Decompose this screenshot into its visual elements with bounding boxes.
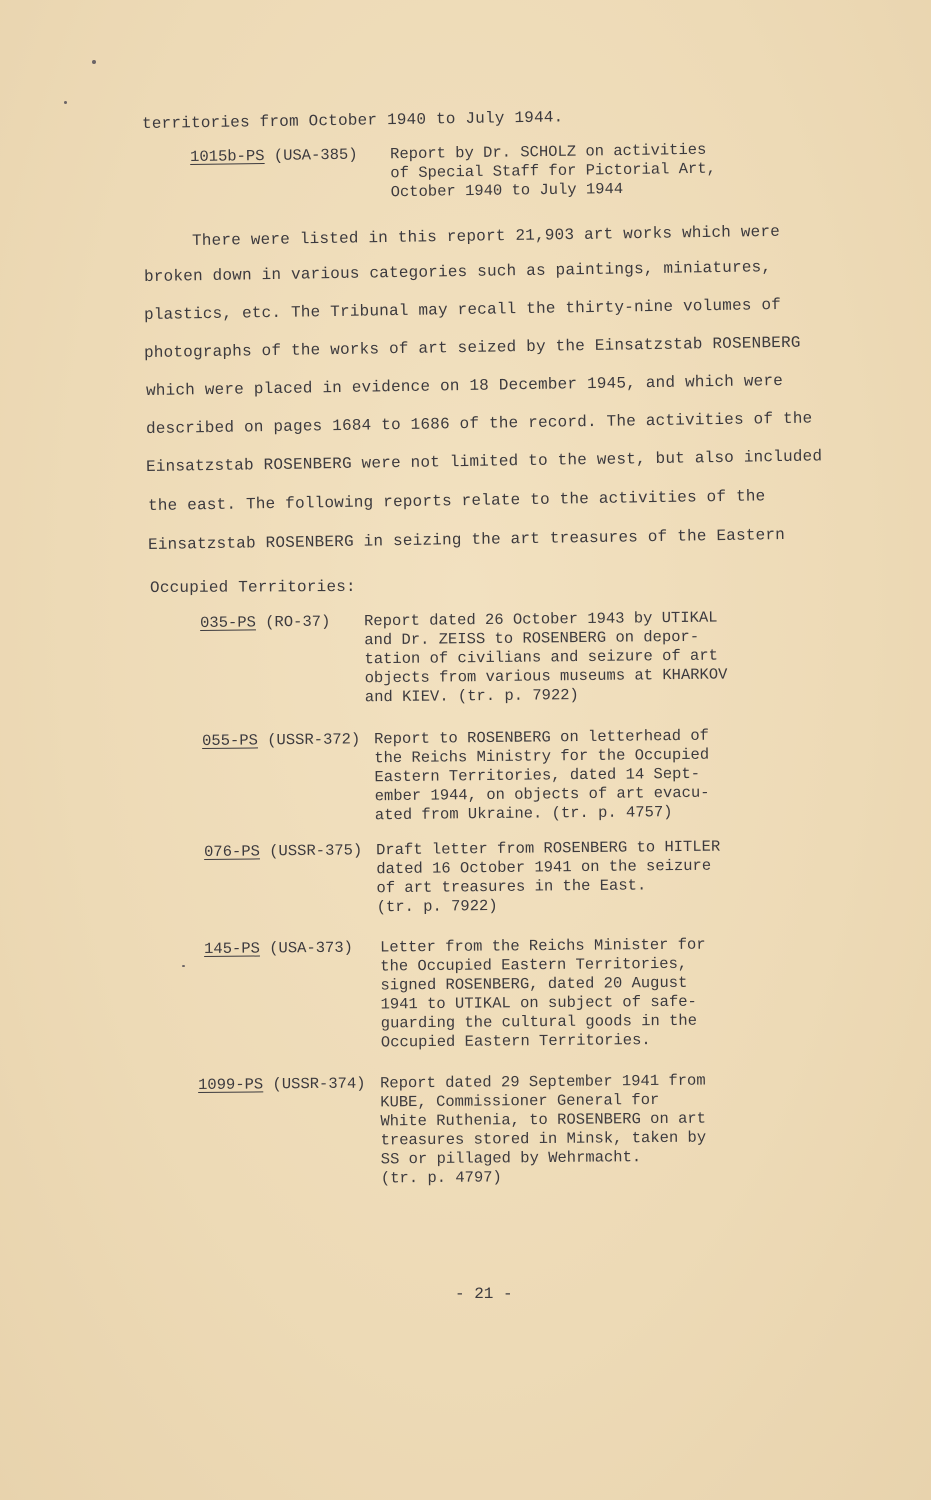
text-line: described on pages 1684 to 1686 of the record. The activities of the xyxy=(145,409,813,438)
description-line: signed ROSENBERG, dated 20 August xyxy=(380,973,688,995)
description-line: of Special Staff for Pictorial Art, xyxy=(390,159,717,183)
exhibit-description xyxy=(380,936,707,1053)
description-line: Eastern Territories, dated 14 Sept- xyxy=(374,764,701,787)
exhibit-reference xyxy=(204,939,353,959)
text-line: Occupied Territories: xyxy=(149,577,356,597)
exhibit-number: (USSR-374) xyxy=(272,1074,366,1094)
description-line: KUBE, Commissioner General for xyxy=(380,1090,660,1112)
description-line: October 1940 to July 1944 xyxy=(390,179,624,202)
description-line: (tr. p. 4797) xyxy=(380,1168,502,1188)
description-line: and Dr. ZEISS to ROSENBERG on depor- xyxy=(364,627,700,650)
exhibit-description xyxy=(390,141,716,203)
exhibit-number: (USA-385) xyxy=(273,145,358,165)
description-line: Occupied Eastern Territories. xyxy=(380,1031,651,1052)
text-line: the east. The following reports relate to the activities of the xyxy=(147,487,766,515)
document-code: 035-PS xyxy=(200,613,256,632)
exhibit-reference xyxy=(202,730,360,751)
text-line: Einsatzstab ROSENBERG in seizing the art treasures of the Eastern xyxy=(147,525,786,554)
text-line: which were placed in evidence on 18 December 1945, and which were xyxy=(145,371,784,400)
description-line: the Reichs Ministry for the Occupied xyxy=(374,745,710,768)
exhibit-number: (USSR-375) xyxy=(269,841,363,861)
exhibit-reference xyxy=(190,146,358,167)
text-line: Einsatzstab ROSENBERG were not limited to the west, but also included xyxy=(145,447,823,476)
exhibit-description xyxy=(364,608,728,707)
exhibit-description xyxy=(376,838,721,918)
description-line: tation of civilians and seizure of art xyxy=(364,646,719,669)
text-line: There were listed in this report 21,903 art works which were xyxy=(191,222,781,250)
description-line: and KIEV. (tr. p. 7922) xyxy=(364,686,579,707)
description-line: ated from Ukraine. (tr. p. 4757) xyxy=(374,803,673,825)
document-code: 1015b-PS xyxy=(190,146,265,166)
description-line: White Ruthenia, to ROSENBERG on art xyxy=(380,1109,707,1131)
text-line: broken down in various categories such as paintings, miniatures, xyxy=(143,258,772,286)
paper-speck xyxy=(92,60,96,64)
document-code: 076-PS xyxy=(204,842,260,861)
text-line-continuation: territories from October 1940 to July 1944. xyxy=(141,108,564,133)
description-line: Report to ROSENBERG on letterhead of xyxy=(373,726,710,749)
description-line: treasures stored in Minsk, taken by xyxy=(380,1128,707,1150)
text-line: photographs of the works of art seized by the Einsatzstab ROSENBERG xyxy=(143,333,801,362)
description-line: 1941 to UTIKAL on subject of safe- xyxy=(380,992,697,1014)
description-line: of art treasures in the East. xyxy=(376,876,647,898)
exhibit-number: (USA-373) xyxy=(269,938,353,958)
description-line: the Occupied Eastern Territories, xyxy=(380,954,688,976)
exhibit-description xyxy=(380,1072,707,1189)
paper-speck xyxy=(182,965,185,967)
description-line: Report by Dr. SCHOLZ on activities xyxy=(389,140,707,164)
page-number: - 21 - xyxy=(455,1285,513,1303)
description-line: ember 1944, on objects of art evacu- xyxy=(374,783,710,806)
description-line: objects from various museums at KHARKOV xyxy=(364,665,728,688)
exhibit-number: (RO-37) xyxy=(265,612,331,632)
description-line: dated 16 October 1941 on the seizure xyxy=(376,856,712,879)
exhibit-reference xyxy=(200,613,330,633)
exhibit-description xyxy=(374,727,710,826)
document-code: 145-PS xyxy=(204,939,260,958)
document-code: 1099-PS xyxy=(198,1075,264,1094)
description-line: Report dated 26 October 1943 by UTIKAL xyxy=(363,608,718,631)
exhibit-reference xyxy=(204,841,362,862)
description-line: (tr. p. 7922) xyxy=(376,896,498,917)
text-line: plastics, etc. The Tribunal may recall the thirty-nine volumes of xyxy=(143,295,782,324)
description-line: Report dated 29 September 1941 from xyxy=(379,1071,706,1093)
description-line: SS or pillaged by Wehrmacht. xyxy=(380,1148,642,1169)
description-line: Draft letter from ROSENBERG to HITLER xyxy=(375,837,721,860)
description-line: Letter from the Reichs Minister for xyxy=(379,935,706,957)
exhibit-reference xyxy=(198,1075,366,1095)
paper-speck xyxy=(64,101,67,104)
exhibit-number: (USSR-372) xyxy=(267,730,361,750)
document-code: 055-PS xyxy=(202,731,258,750)
description-line: guarding the cultural goods in the xyxy=(380,1011,698,1033)
